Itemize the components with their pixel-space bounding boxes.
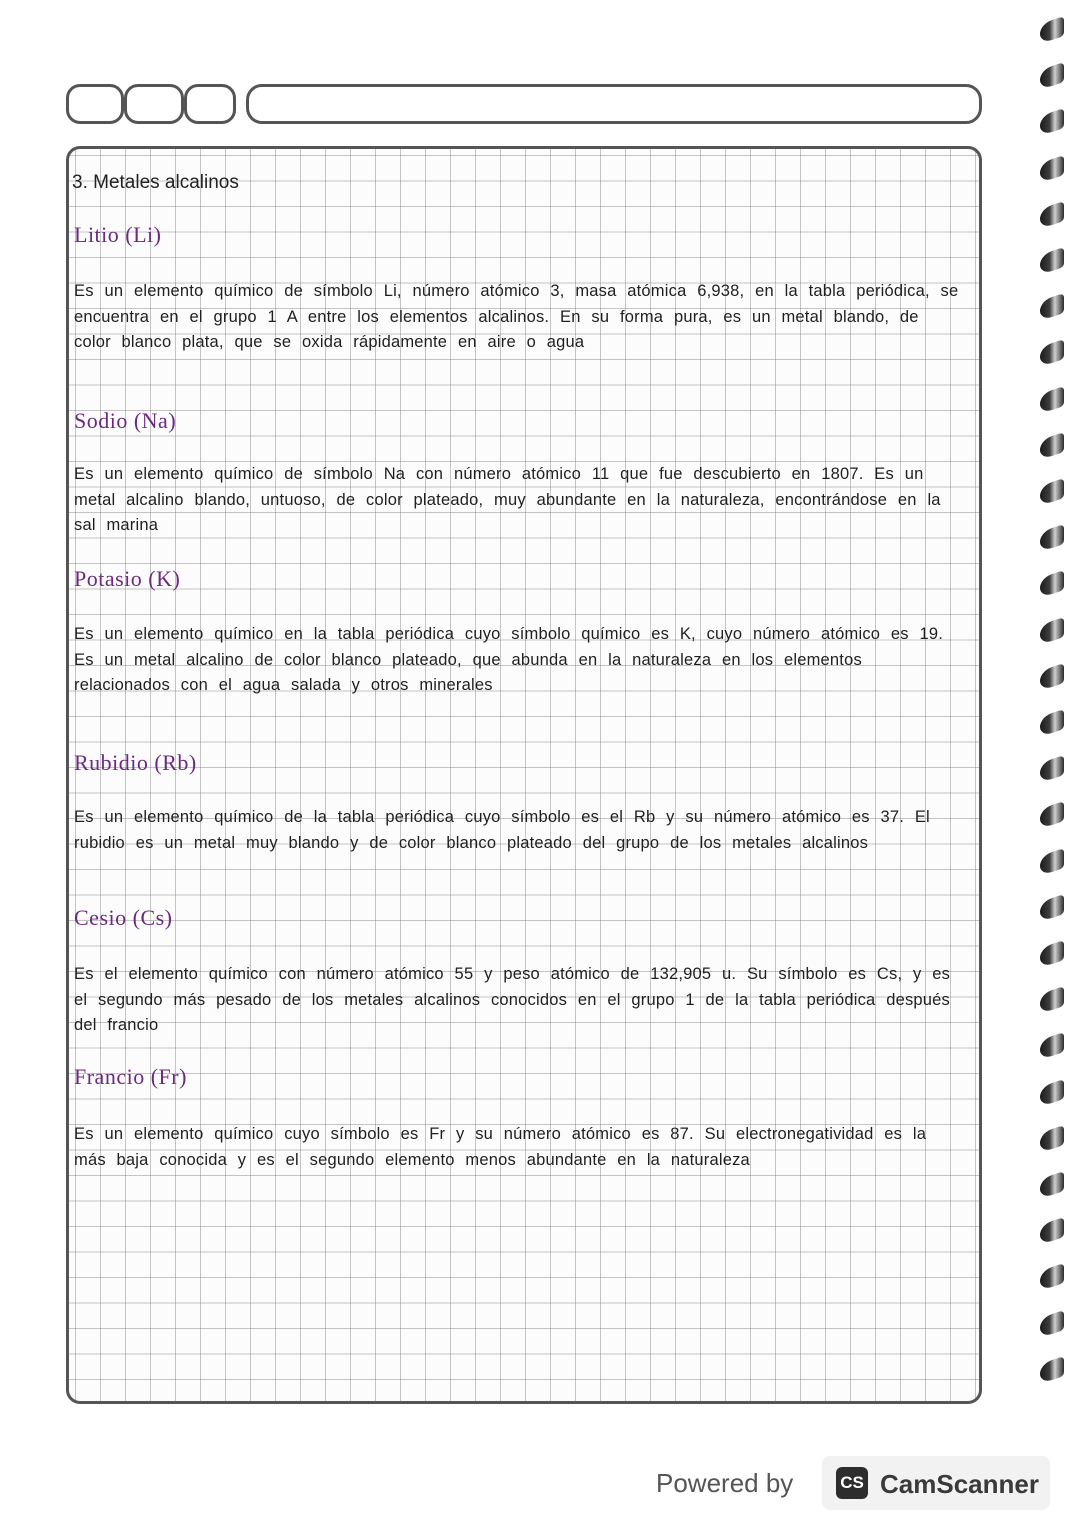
- camscanner-logo: [822, 1456, 1050, 1510]
- paragraph-litio: Es un elemento químico de símbolo Li, número atómico 3, masa atómica 6,938, en la tabla periódica, se encuentra en el grupo 1 A entre los elementos alcalinos. En su forma pura, es un metal blando, de color blanco plata, que se oxida rápidamente en aire o agua: [74, 282, 959, 351]
- powered-by-label: Powered by: [656, 1468, 794, 1498]
- camscanner-brand: CamScanner: [880, 1469, 1039, 1499]
- spiral-ring: [1040, 1079, 1064, 1107]
- paragraph-francio: Es un elemento químico cuyo símbolo es Fr y su número atómico es 87. Su electronegatividad es la más baja conocida y es el segundo elemento menos abundante en la naturaleza: [74, 1125, 927, 1169]
- spiral-ring: [1040, 848, 1064, 876]
- paragraph-cesio: Es el elemento químico con número atómico 55 y peso atómico de 132,905 u. Su símbolo es Cs, y es el segundo más pesado de los metales alcalinos conocidos en el grupo 1 de la tabla periódica después del francio: [74, 965, 951, 1034]
- header-box-1: [66, 84, 124, 124]
- spiral-ring: [1040, 339, 1064, 367]
- spiral-ring: [1040, 524, 1064, 552]
- heading-litio: Litio (Li): [74, 222, 162, 247]
- spiral-ring: [1040, 755, 1064, 783]
- paragraph-rubidio: Es un elemento químico de la tabla periódica cuyo símbolo es el Rb y su número atómico es 37. El rubidio es un metal muy blando y de color blanco plateado del grupo de los metales alcalinos: [74, 808, 930, 852]
- spiral-ring: [1040, 570, 1064, 598]
- spiral-ring: [1040, 1032, 1064, 1060]
- spiral-ring: [1040, 709, 1064, 737]
- spiral-ring: [1040, 1263, 1064, 1291]
- header-title-box: [246, 84, 982, 124]
- spiral-binding: [1040, 12, 1070, 1412]
- spiral-ring: [1040, 617, 1064, 645]
- spiral-ring: [1040, 247, 1064, 275]
- paragraph-sodio: Es un elemento químico de símbolo Na con número atómico 11 que fue descubierto en 1807. Es un metal alcalino blando, untuoso, de color plateado, muy abundante en la naturaleza, encontrándose en la sal marina: [74, 465, 941, 534]
- camscanner-watermark: [656, 1456, 1056, 1512]
- cs-icon: CS: [836, 1467, 868, 1499]
- spiral-ring: [1040, 1310, 1064, 1338]
- spiral-ring: [1040, 108, 1064, 136]
- heading-potasio: Potasio (K): [74, 566, 181, 591]
- paragraph-potasio: Es un elemento químico en la tabla periódica cuyo símbolo químico es K, cuyo número atómico es 19. Es un metal alcalino de color blanco plateado, que abunda en la naturaleza en los elementos relacionados con el agua salada y otros minerales: [74, 625, 944, 694]
- spiral-ring: [1040, 432, 1064, 460]
- heading-cesio: Cesio (Cs): [74, 905, 173, 930]
- heading-sodio: Sodio (Na): [74, 408, 177, 433]
- spiral-ring: [1040, 16, 1064, 44]
- spiral-ring: [1040, 155, 1064, 183]
- spiral-ring: [1040, 386, 1064, 414]
- section-title: 3. Metales alcalinos: [72, 172, 239, 193]
- heading-francio: Francio (Fr): [74, 1064, 187, 1089]
- header-box-2: [124, 84, 184, 124]
- spiral-ring: [1040, 894, 1064, 922]
- spiral-ring: [1040, 940, 1064, 968]
- spiral-ring: [1040, 293, 1064, 321]
- spiral-ring: [1040, 1125, 1064, 1153]
- spiral-ring: [1040, 1356, 1064, 1384]
- spiral-ring: [1040, 1217, 1064, 1245]
- spiral-ring: [1040, 478, 1064, 506]
- header-box-3: [184, 84, 236, 124]
- spiral-ring: [1040, 1171, 1064, 1199]
- spiral-ring: [1040, 986, 1064, 1014]
- spiral-ring: [1040, 801, 1064, 829]
- spiral-ring: [1040, 663, 1064, 691]
- spiral-ring: [1040, 201, 1064, 229]
- spiral-ring: [1040, 62, 1064, 90]
- heading-rubidio: Rubidio (Rb): [74, 750, 197, 775]
